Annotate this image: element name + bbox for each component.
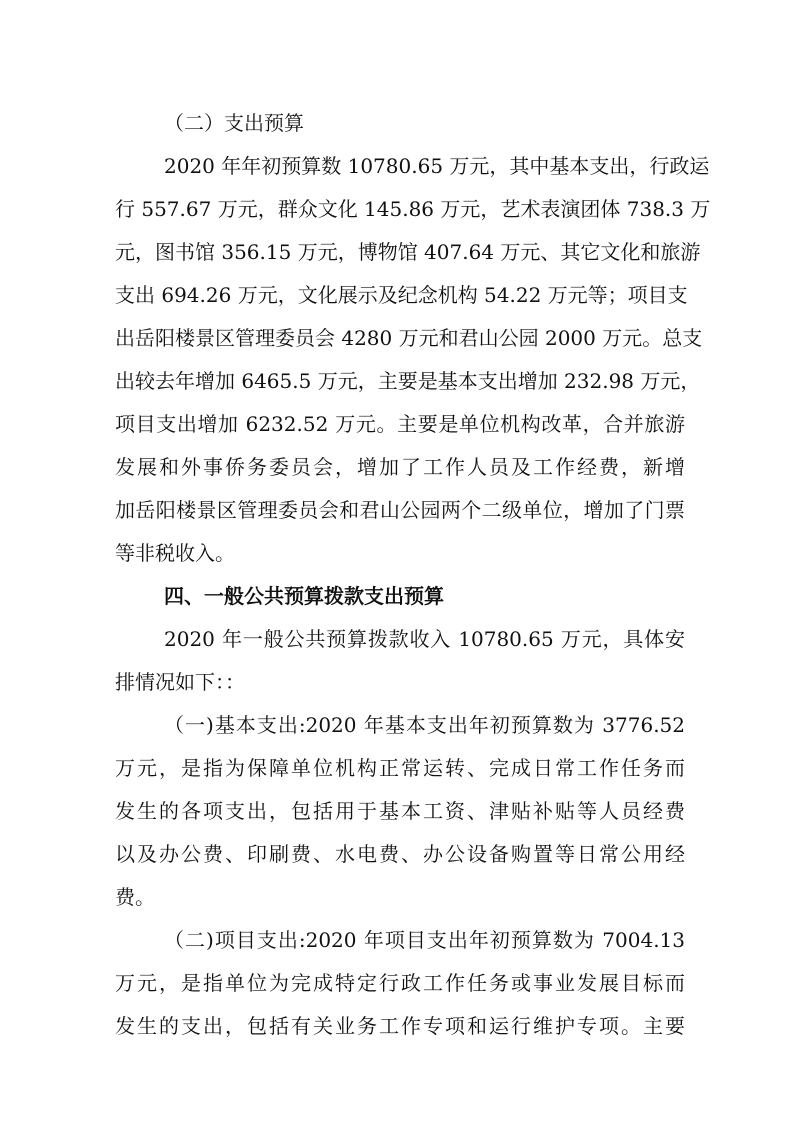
- paragraph-line: （一)基本支出:2020 年基本支出年初预算数为 3776.52: [164, 713, 685, 737]
- paragraph-line: 等非税收入。: [115, 541, 235, 565]
- paragraph-line: 元，图书馆 356.15 万元，博物馆 407.64 万元、其它文化和旅游: [115, 240, 701, 264]
- paragraph-line: 出岳阳楼景区管理委员会 4280 万元和君山公园 2000 万元。总支: [115, 326, 703, 350]
- paragraph-line: （二)项目支出:2020 年项目支出年初预算数为 7004.13: [164, 928, 685, 952]
- paragraph-line: 支出 694.26 万元，文化展示及纪念机构 54.22 万元等；项目支: [115, 283, 688, 307]
- paragraph-line: 万元，是指单位为完成特定行政工作任务或事业发展目标而: [115, 971, 685, 995]
- paragraph-line: 发展和外事侨务委员会，增加了工作人员及工作经费，新增: [115, 455, 685, 479]
- paragraph-line: 排情况如下：：: [115, 670, 245, 694]
- paragraph-line: 万元，是指为保障单位机构正常运转、完成日常工作任务而: [115, 756, 685, 780]
- paragraph-line: 以及办公费、印刷费、水电费、办公设备购置等日常公用经: [115, 842, 685, 866]
- paragraph-line: 2020 年一般公共预算拨款收入 10780.65 万元，具体安: [164, 627, 685, 651]
- paragraph-line: 加岳阳楼景区管理委员会和君山公园两个二级单位，增加了门票: [115, 498, 685, 522]
- expenditure-budget-heading: （二）支出预算: [164, 111, 304, 135]
- general-public-budget-heading: 四、一般公共预算拨款支出预算: [164, 584, 444, 608]
- paragraph-line: 发生的各项支出，包括用于基本工资、津贴补贴等人员经费: [115, 799, 685, 823]
- paragraph-line: 项目支出增加 6232.52 万元。主要是单位机构改革，合并旅游: [115, 412, 685, 436]
- paragraph-line: 发生的支出，包括有关业务工作专项和运行维护专项。主要: [115, 1014, 685, 1038]
- paragraph-line: 费。: [115, 885, 155, 909]
- paragraph-line: 行 557.67 万元，群众文化 145.86 万元，艺术表演团体 738.3 万: [115, 197, 711, 221]
- paragraph-line: 2020 年年初预算数 10780.65 万元，其中基本支出，行政运: [164, 154, 710, 178]
- paragraph-line: 出较去年增加 6465.5 万元，主要是基本支出增加 232.98 万元，: [115, 369, 701, 393]
